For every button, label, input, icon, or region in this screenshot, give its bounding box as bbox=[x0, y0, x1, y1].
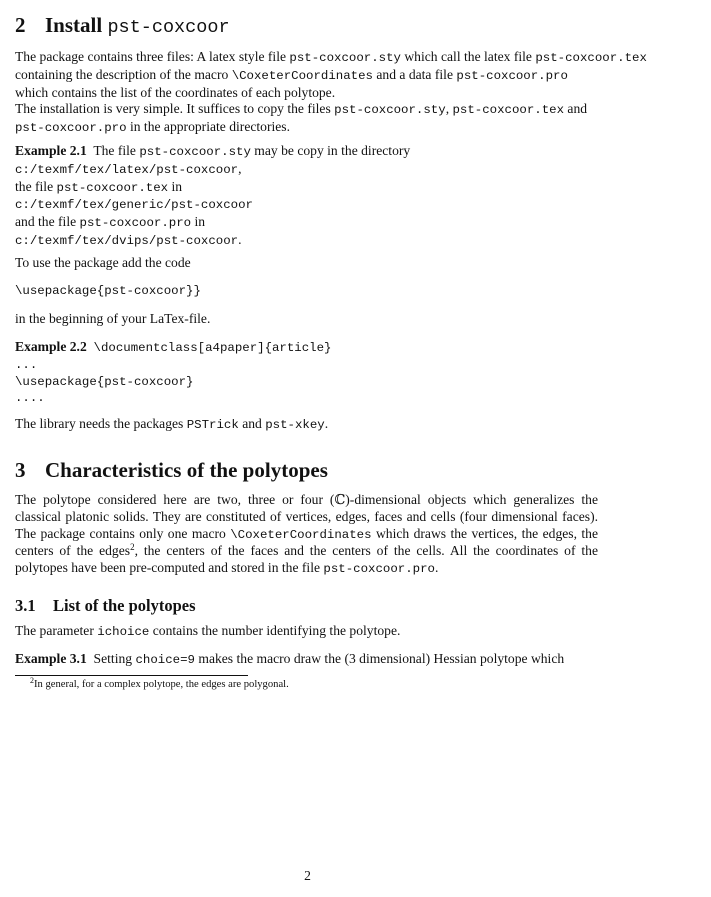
example-2-2: Example 2.2 \documentclass[a4paper]{article} ... \usepackage{pst-coxcoor} .... bbox=[15, 339, 332, 406]
section-title: Install bbox=[45, 13, 103, 37]
example-2-1: Example 2.1 The file pst-coxcoor.sty may be copy in the directory c:/texmf/tex/latex/pst-coxcoor, the file pst-coxcoor.tex in c:/texmf/tex/generic/pst-coxcoor and the file pst-coxcoor.pro in c:/texmf/tex/dvips/pst-coxcoor. bbox=[15, 143, 411, 248]
section-number: 2 bbox=[15, 13, 26, 37]
example-label: Example 3.1 bbox=[15, 651, 87, 666]
section-title: Characteristics of the polytopes bbox=[45, 458, 328, 482]
example-3-1: Example 3.1 Setting choice=9 makes the macro draw the (3 dimensional) Hessian polytope which bbox=[15, 651, 565, 667]
ichoice-paragraph: The parameter ichoice contains the number identifying the polytope. bbox=[15, 623, 401, 639]
subsection-title: List of the polytopes bbox=[53, 596, 196, 615]
footnote-rule bbox=[15, 675, 248, 676]
subsection-number: 3.1 bbox=[15, 596, 36, 615]
library-note: The library needs the packages PSTrick and pst-xkey. bbox=[15, 416, 329, 432]
example-label: Example 2.2 bbox=[15, 339, 87, 354]
page-number: 2 bbox=[304, 868, 311, 883]
section-title-code: pst-coxcoor bbox=[107, 17, 230, 38]
footnote-text: In general, for a complex polytope, the edges are polygonal. bbox=[34, 679, 289, 690]
characteristics-paragraph: The polytope considered here are two, three or four (ℂ)-dimensional objects which generalizes the classical platonic solids. They are constituted of vertices, edges, faces and cells (four dimensional faces). The package contains only one macro \CoxeterCoordinates which draws the vertices, the edges, the centers of the edges$^2$, the centers of the faces and the centers of the cells. All the coordinates of the polytopes have been pre-computed and stored in the file pst-coxcoor.pro. bbox=[15, 492, 598, 577]
section-3-heading bbox=[15, 457, 328, 483]
section-number: 3 bbox=[15, 458, 26, 482]
intro-paragraph: The package contains three files: A latex style file pst-coxcoor.sty which call the latex file pst-coxcoor.tex containing the description of the macro \CoxeterCoordinates and a data file pst-coxcoor.pro which contains the list of the coordinates of each polytope. The installation is very simple. It suffices to copy the files pst-coxcoor.sty, pst-coxcoor.tex and pst-coxcoor.pro in the appropriate directories. bbox=[15, 49, 647, 136]
section-2-heading bbox=[15, 12, 230, 41]
footnote-number: 2 bbox=[30, 676, 34, 685]
footnote-mark: 2 bbox=[130, 542, 135, 553]
footnote bbox=[30, 678, 289, 691]
example-label: Example 2.1 bbox=[15, 143, 87, 158]
subsection-3-1-heading bbox=[15, 596, 196, 616]
usage-intro: To use the package add the code bbox=[15, 255, 191, 270]
usage-after: in the beginning of your LaTex-file. bbox=[15, 311, 211, 326]
usage-code: \usepackage{pst-coxcoor}} bbox=[15, 284, 201, 298]
